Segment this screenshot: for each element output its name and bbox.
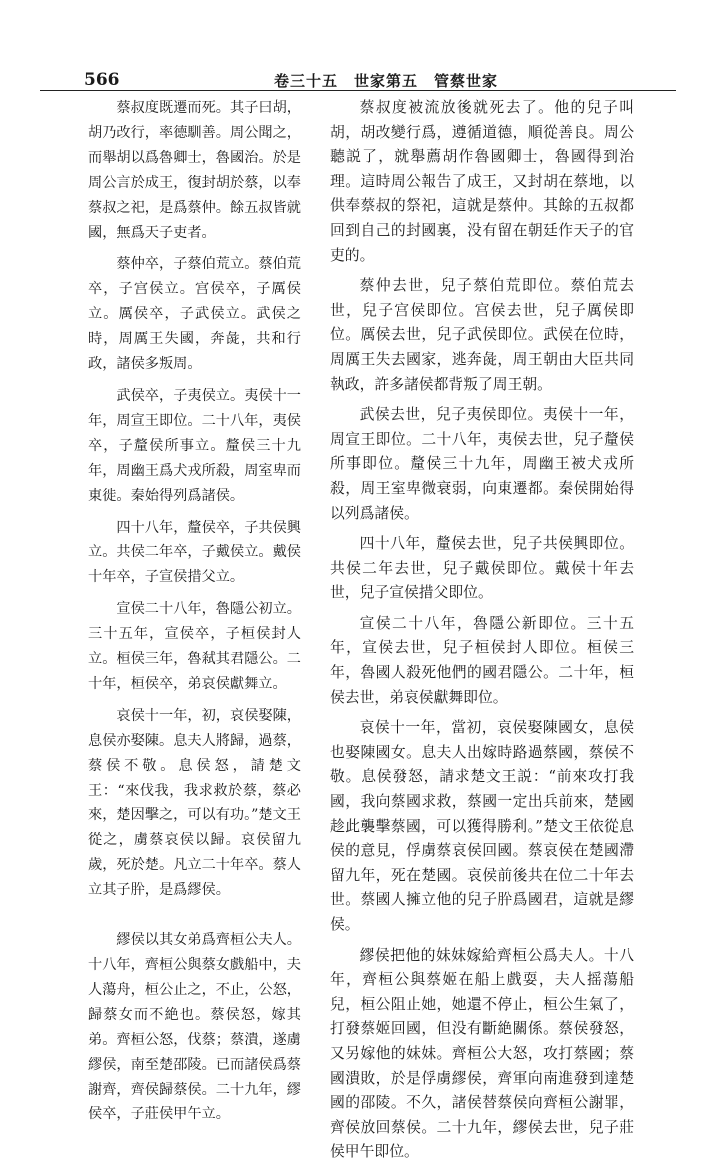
page-number: 566: [84, 70, 120, 90]
original-paragraph: 哀侯十一年，初，哀侯娶陳，息侯亦娶陳。息夫人將歸，過蔡，蔡侯不敬。息侯怒，請楚文王：“來伐我，我求救於蔡，蔡必來，楚因擊之，可以有功。”楚文王從之，虜蔡哀侯以歸。哀侯留九歲，死於楚。凡立二十年卒。蔡人立其子肸，是爲繆侯。: [88, 707, 301, 899]
translation-paragraph: 繆侯把他的妹妹嫁給齊桓公爲夫人。十八年，齊桓公與蔡姬在船上戲耍，夫人摇蕩船兒，桓公阻止她，她還不停止，桓公生氣了，打發蔡姬回國，但没有斷絶關係。蔡侯發怒，又另嫁他的妹妹。齊桓公大怒，攻打蔡國；蔡國潰敗，於是俘虜繆侯，齊軍向南進發到達楚國的邵陵。不久，諸侯替蔡侯向齊桓公謝罪，齊侯放回蔡侯。二十九年，繆侯去世，兒子莊侯甲午即位。: [330, 946, 634, 1161]
translation-column: [330, 96, 634, 1171]
translation-paragraph: 宣侯二十八年，魯隱公新即位。三十五年，宣侯去世，兒子桓侯封人即位。桓侯三年，魯國人殺死他們的國君隱公。二十年，桓侯去世，弟哀侯獻舞即位。: [330, 614, 634, 706]
translation-paragraph: 哀侯十一年，當初，哀侯娶陳國女，息侯也娶陳國女。息夫人出嫁時路過蔡國，蔡侯不敬。息侯發怒，請求楚文王説：“前來攻打我國，我向蔡國求救，蔡國一定出兵前來，楚國趁此襲擊蔡國，可以獲得勝利。”楚文王依從息侯的意見，俘虜蔡哀侯回國。蔡哀侯在楚國滯留九年，死在楚國。哀侯前後共在位二十年去世。蔡國人擁立他的兒子肸爲國君，這就是繆侯。: [330, 719, 634, 933]
running-title: 卷三十五 世家第五 管蔡世家: [274, 72, 499, 90]
original-paragraph: 蔡仲卒，子蔡伯荒立。蔡伯荒卒，子宫侯立。宫侯卒，子厲侯立。厲侯卒，子武侯立。武侯之時，周厲王失國，奔彘，共和行政，諸侯多叛周。: [88, 256, 301, 373]
page-header: [40, 62, 680, 92]
translation-paragraph: 武侯去世，兒子夷侯即位。夷侯十一年，周宣王即位。二十八年，夷侯去世，兒子釐侯所事即位。釐侯三十九年，周幽王被犬戎所殺，周王室卑微衰弱，向東遷都。秦侯開始得以列爲諸侯。: [330, 406, 634, 522]
original-paragraph: 武侯卒，子夷侯立。夷侯十一年，周宣王即位。二十八年，夷侯卒，子釐侯所事立。釐侯三十九年，周幽王爲犬戎所殺，周室卑而東徙。秦始得列爲諸侯。: [88, 387, 301, 504]
original-paragraph: 四十八年，釐侯卒，子共侯興立。共侯二年卒，子戴侯立。戴侯十年卒，子宣侯措父立。: [88, 519, 301, 586]
translation-paragraph: 蔡仲去世，兒子蔡伯荒即位。蔡伯荒去世，兒子宫侯即位。宫侯去世，兒子厲侯即位。厲侯去世，兒子武侯即位。武侯在位時，周厲王失去國家，逃奔彘，周王朝由大臣共同執政，許多諸侯都背叛了周王朝。: [330, 277, 634, 393]
original-paragraph: 宣侯二十八年，魯隱公初立。三十五年，宣侯卒，子桓侯封人立。桓侯三年，魯弒其君隱公。二十年，桓侯卒，弟哀侯獻舞立。: [88, 601, 301, 692]
translation-paragraph: 蔡叔度被流放後就死去了。他的兒子叫胡，胡改變行爲，遵循道德，順從善良。周公聽説了，就舉薦胡作魯國卿士，魯國得到治理。這時周公報告了成王，又封胡在蔡地，以供奉蔡叔的祭祀，這就是蔡仲。其餘的五叔都回到自己的封國裏，没有留在朝廷作天子的官吏的。: [330, 99, 634, 264]
original-text-column: [88, 96, 301, 1134]
header-rule: [40, 90, 676, 91]
original-paragraph: 蔡叔度既遷而死。其子曰胡，胡乃改行，率德馴善。周公聞之，而舉胡以爲魯卿士，魯國治。於是周公言於成王，復封胡於蔡，以奉蔡叔之祀，是爲蔡仲。餘五叔皆就國，無爲天子吏者。: [88, 100, 301, 241]
translation-paragraph: 四十八年，釐侯去世，兒子共侯興即位。共侯二年去世，兒子戴侯即位。戴侯十年去世，兒子宣侯措父即位。: [330, 535, 634, 602]
original-paragraph: 繆侯以其女弟爲齊桓公夫人。十八年，齊桓公與蔡女戲船中，夫人蕩舟，桓公止之，不止，公怒，歸蔡女而不絶也。蔡侯怒，嫁其弟。齊桓公怒，伐蔡；蔡潰，遂虜繆侯，南至楚邵陵。已而諸侯爲蔡謝齊，齊侯歸蔡侯。二十九年，繆侯卒，子莊侯甲午立。: [88, 932, 301, 1123]
